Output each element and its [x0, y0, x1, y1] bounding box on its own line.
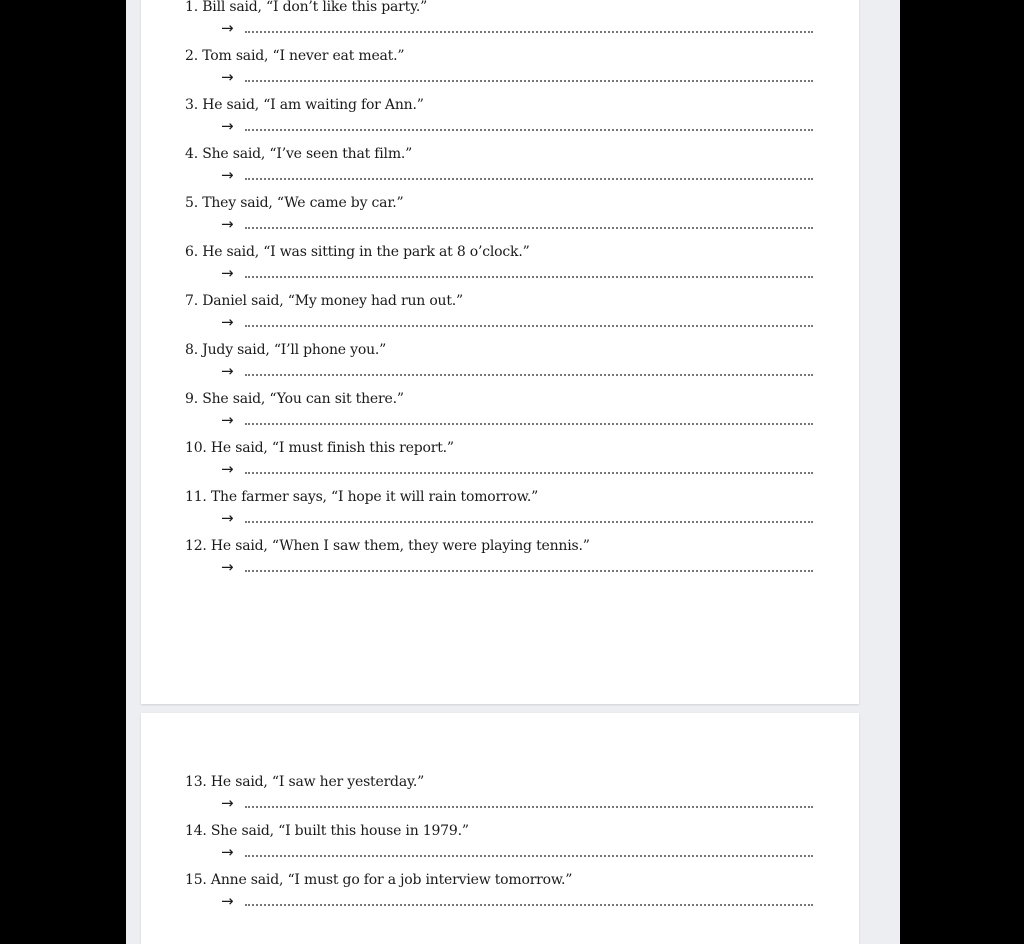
dotted-answer-line: [245, 806, 813, 808]
answer-line[interactable]: [221, 508, 813, 528]
answer-line[interactable]: [221, 557, 813, 577]
question-text: 13. He said, “I saw her yesterday.”: [185, 774, 425, 790]
arrow-icon: →: [221, 843, 234, 861]
exercise-item: [185, 292, 825, 341]
arrow-icon: →: [221, 117, 234, 135]
question-text: 10. He said, “I must finish this report.”: [185, 440, 454, 456]
exercise-item: [185, 47, 825, 96]
exercise-item: [185, 341, 825, 390]
answer-line[interactable]: [221, 459, 813, 479]
question-text: 7. Daniel said, “My money had run out.”: [185, 293, 464, 309]
answer-line[interactable]: [221, 18, 813, 38]
dotted-answer-line: [245, 521, 813, 523]
answer-line[interactable]: [221, 263, 813, 283]
question-text: 15. Anne said, “I must go for a job interview tomorrow.”: [185, 872, 573, 888]
answer-line[interactable]: [221, 793, 813, 813]
dotted-answer-line: [245, 472, 813, 474]
arrow-icon: →: [221, 892, 234, 910]
dotted-answer-line: [245, 276, 813, 278]
exercise-item: [185, 488, 825, 537]
arrow-icon: →: [221, 558, 234, 576]
exercise-item: [185, 537, 825, 586]
arrow-icon: →: [221, 794, 234, 812]
answer-line[interactable]: [221, 116, 813, 136]
dotted-answer-line: [245, 855, 813, 857]
dotted-answer-line: [245, 129, 813, 131]
question-text: 5. They said, “We came by car.”: [185, 195, 404, 211]
dotted-answer-line: [245, 325, 813, 327]
arrow-icon: →: [221, 509, 234, 527]
document-page-1: [141, 0, 859, 704]
answer-line[interactable]: [221, 891, 813, 911]
question-text: 4. She said, “I’ve seen that film.”: [185, 146, 413, 162]
arrow-icon: →: [221, 215, 234, 233]
dotted-answer-line: [245, 904, 813, 906]
arrow-icon: →: [221, 19, 234, 37]
dotted-answer-line: [245, 178, 813, 180]
arrow-icon: →: [221, 460, 234, 478]
answer-line[interactable]: [221, 67, 813, 87]
exercise-item: [185, 822, 825, 871]
dotted-answer-line: [245, 80, 813, 82]
question-text: 2. Tom said, “I never eat meat.”: [185, 48, 405, 64]
exercise-item: [185, 194, 825, 243]
answer-line[interactable]: [221, 361, 813, 381]
exercise-item: [185, 145, 825, 194]
dotted-answer-line: [245, 31, 813, 33]
dotted-answer-line: [245, 570, 813, 572]
dotted-answer-line: [245, 227, 813, 229]
answer-line[interactable]: [221, 410, 813, 430]
question-text: 3. He said, “I am waiting for Ann.”: [185, 97, 424, 113]
document-page-2: [141, 713, 859, 944]
exercise-item: [185, 96, 825, 145]
question-text: 14. She said, “I built this house in 1979.”: [185, 823, 469, 839]
exercise-item: [185, 243, 825, 292]
exercise-item: [185, 0, 825, 47]
arrow-icon: →: [221, 411, 234, 429]
answer-line[interactable]: [221, 312, 813, 332]
exercise-item: [185, 773, 825, 822]
question-text: 8. Judy said, “I’ll phone you.”: [185, 342, 387, 358]
question-text: 1. Bill said, “I don’t like this party.”: [185, 0, 428, 15]
exercise-item: [185, 439, 825, 488]
question-text: 12. He said, “When I saw them, they were playing tennis.”: [185, 538, 590, 554]
question-text: 6. He said, “I was sitting in the park at 8 o’clock.”: [185, 244, 530, 260]
arrow-icon: →: [221, 313, 234, 331]
question-text: 11. The farmer says, “I hope it will rain tomorrow.”: [185, 489, 539, 505]
dotted-answer-line: [245, 374, 813, 376]
answer-line[interactable]: [221, 165, 813, 185]
arrow-icon: →: [221, 166, 234, 184]
document-viewport[interactable]: [126, 0, 900, 944]
answer-line[interactable]: [221, 842, 813, 862]
arrow-icon: →: [221, 264, 234, 282]
arrow-icon: →: [221, 362, 234, 380]
arrow-icon: →: [221, 68, 234, 86]
exercise-item: [185, 390, 825, 439]
question-text: 9. She said, “You can sit there.”: [185, 391, 404, 407]
dotted-answer-line: [245, 423, 813, 425]
answer-line[interactable]: [221, 214, 813, 234]
exercise-item: [185, 871, 825, 920]
